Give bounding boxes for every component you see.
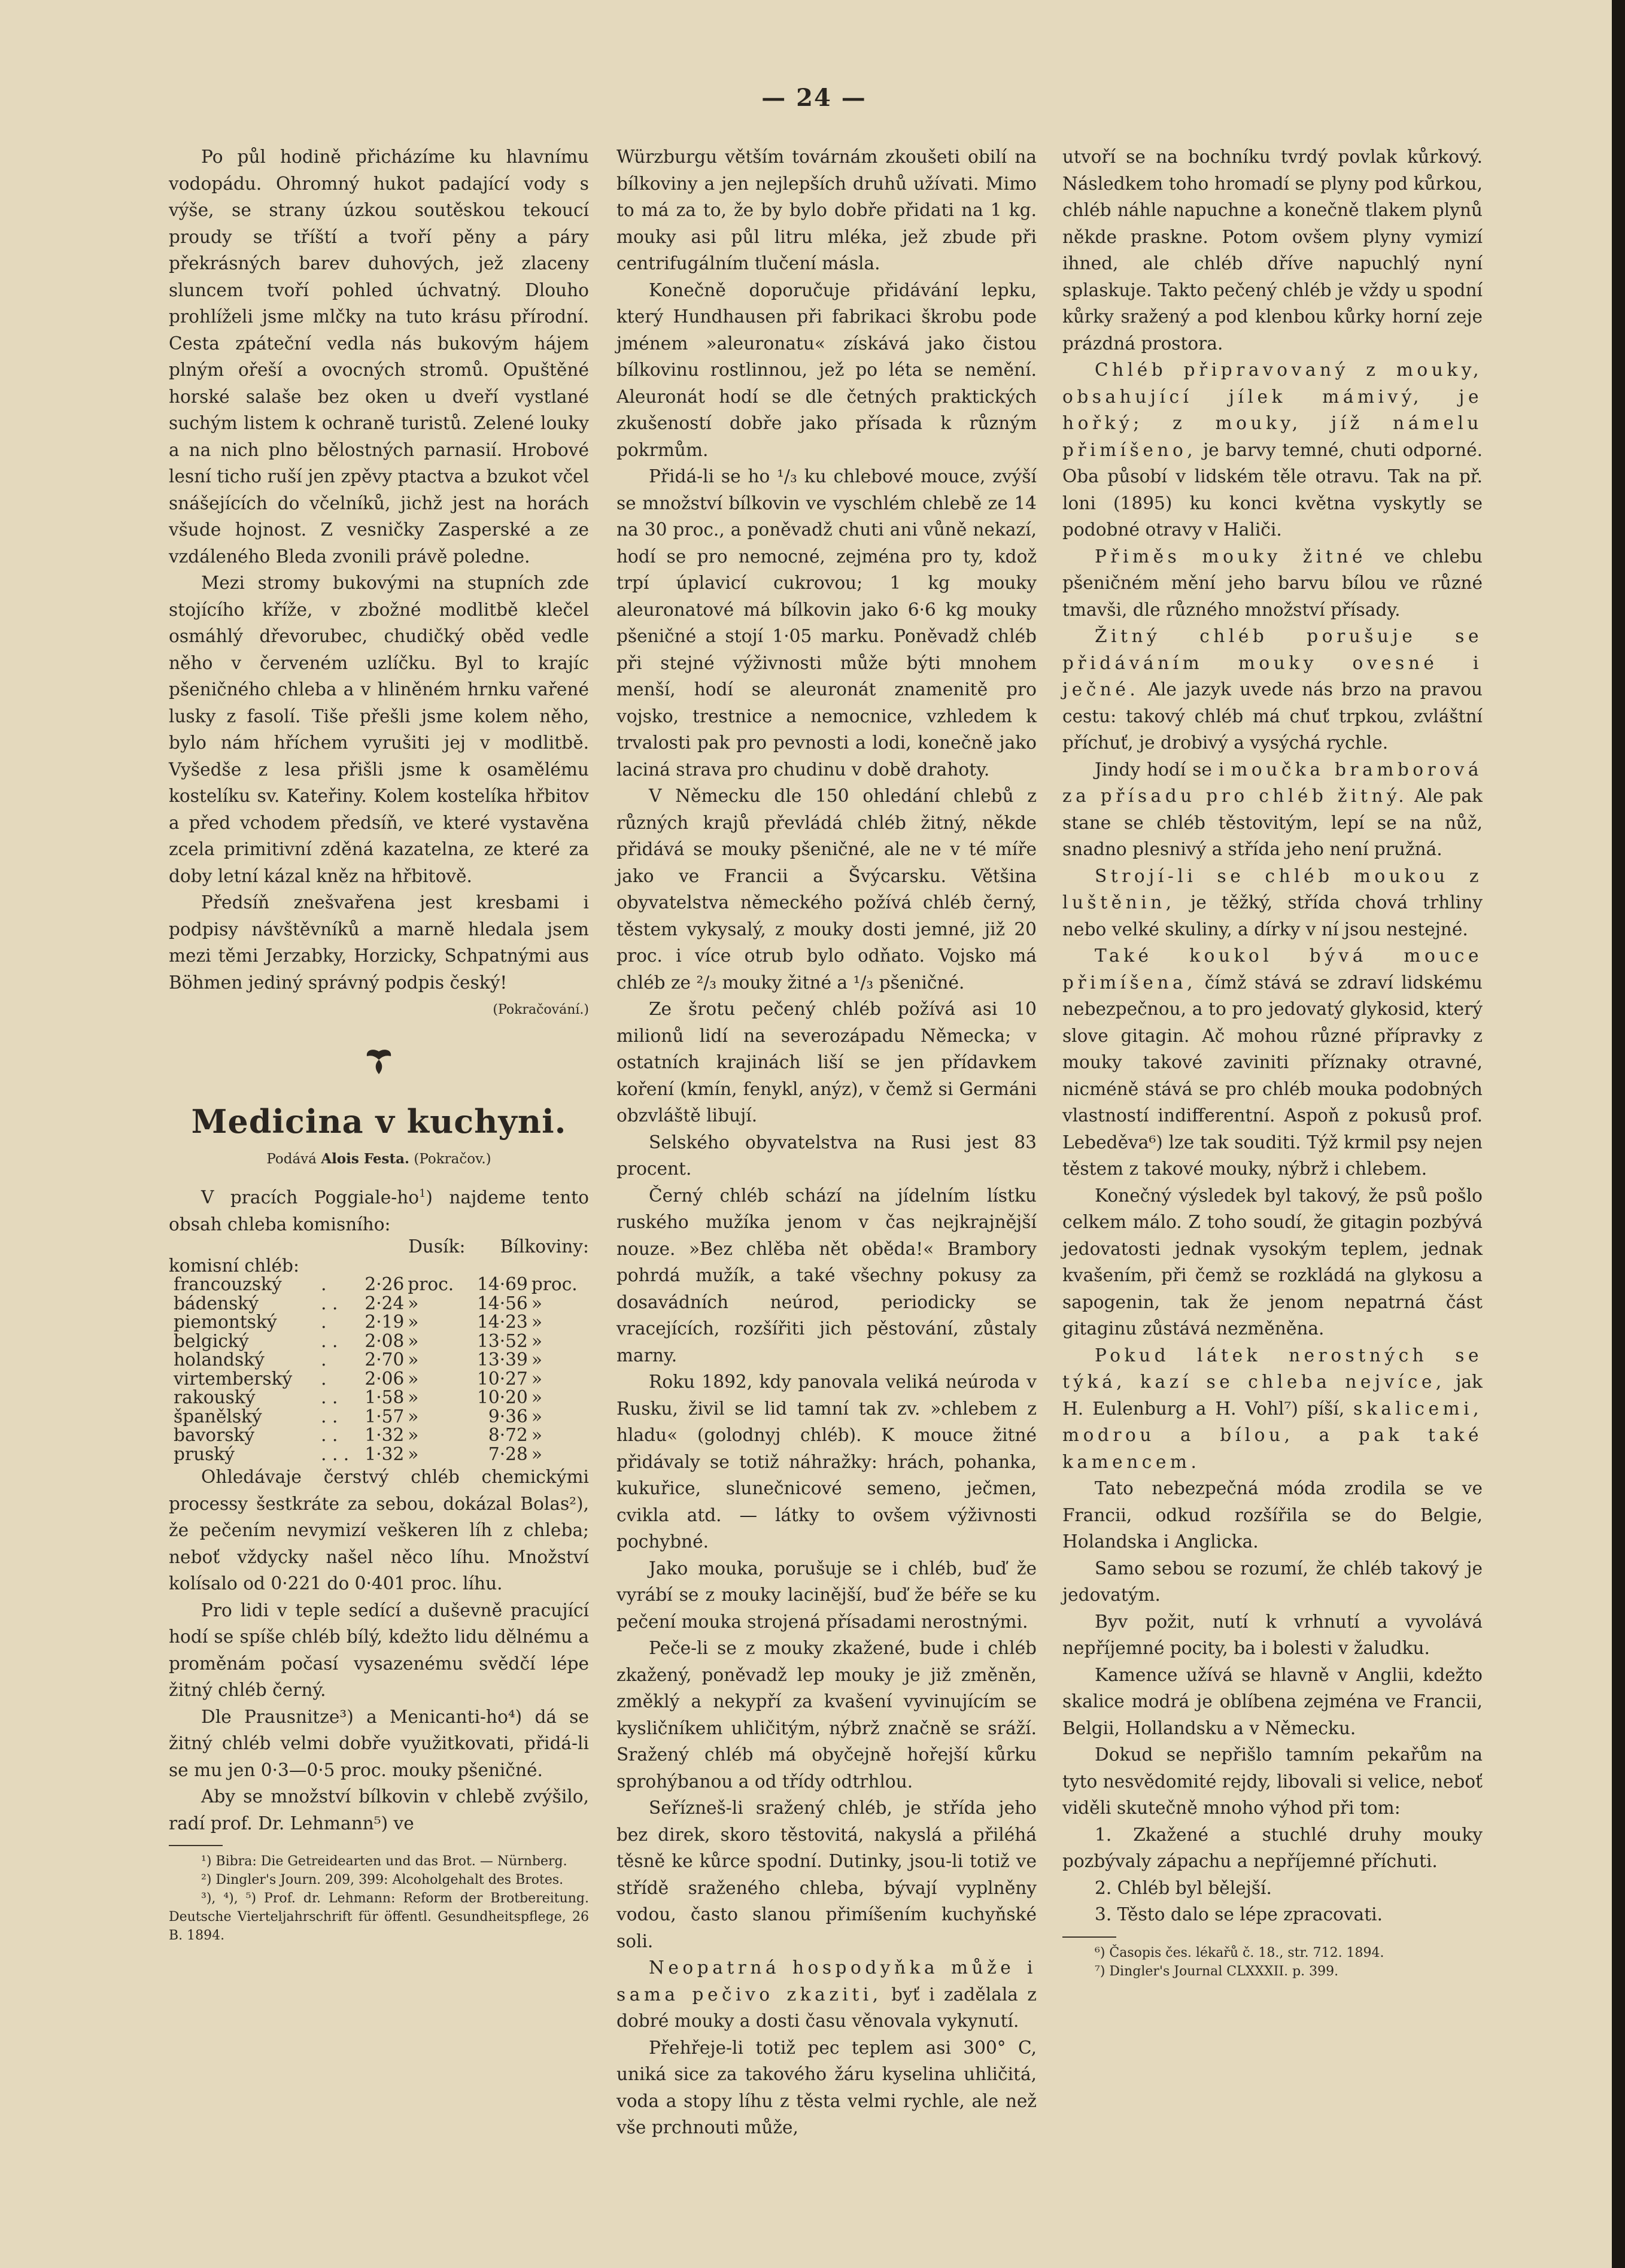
paragraph [1062,756,1483,863]
cell-dusik: 2·70 [365,1349,405,1370]
table-label-row [169,1257,589,1276]
cell-dots: . . [321,1330,338,1351]
paragraph: Dokud se nepřišlo tamním pekařům na tyto nesvědomité rejdy, libovali si velice, neboť viděli skutečně mnoho výhod při tom: [1062,1744,1483,1818]
cell-bilkoviny: 14·23 [477,1312,528,1332]
cell-dots: . . [321,1406,338,1427]
paragraph: Dle Prausnitze³) a Menicanti-ho⁴) dá se žitný chléb velmi dobře využitkovati, přidá-li se mu jen 0·3—0·5 proc. mouky pšeničné. [169,1706,589,1780]
cell-bilkoviny: 14·56 [477,1293,528,1314]
spaced-text: Pokud látek nerostných se týká, kazí se chleba nejvíce, [1062,1345,1483,1392]
spaced-text: skalicemi, modrou a bílou, a pak také kamencem. [1062,1398,1483,1472]
byline-prefix: Podává [266,1151,317,1167]
paragraph: Pro lidi v teple sedící a duševně pracující hodí se spíše chléb bílý, kdežto lidu dělnému a proměnám počasí vysazenému svědčí lépe žitný chléb černý. [169,1600,589,1700]
table-row [169,1294,589,1314]
paragraph [1062,1342,1483,1476]
cell-unit: » [408,1368,419,1389]
cell-unit: » [408,1312,419,1332]
cell-bilkoviny: 10·20 [477,1387,528,1407]
cell-dusik: 2·06 [365,1368,405,1389]
cell-name: bádenský [174,1293,259,1314]
cell-unit: » [531,1312,542,1332]
text: Ale pak stane se chléb těstovitým, lepí se na nůž, snadno plesnivý a střída jeho není pružná. [1062,786,1483,859]
spaced-text: Žitný chléb porušuje se přidáváním mouky ovesné i ječné. [1062,626,1483,700]
table-row [169,1313,589,1332]
spaced-text: Strojí-li se chléb moukou z luštěnin, [1062,865,1483,913]
page-edge-shadow [1612,0,1625,2268]
cell-unit: » [531,1387,542,1407]
cell-name: bavorský [174,1425,255,1445]
table-row [169,1445,589,1464]
footnote-ref: 1 [419,1188,426,1200]
cell-name: holandský [174,1349,265,1370]
paragraph: Přehřeje-li totiž pec teplem asi 300° C, uniká sice za takového žáru kyselina uhličitá, voda a stopy líhu z těsta velmi rychle, ale než vše prchnouti může, [616,2037,1037,2138]
cell-bilkoviny: 7·28 [488,1443,528,1464]
table-row [169,1388,589,1407]
cell-dusik: 2·19 [365,1312,405,1332]
footnote: ²) Dingler's Journ. 209, 399: Alcoholgehalt des Brotes. [201,1872,564,1887]
paragraph: Konečně doporučuje přidávání lepku, který Hundhausen při fabrikaci škrobu pode jménem »aleuronatu« získává jako čistou bílkovinu rostlinnou, jež po léta se nemění. Aleuronát hodí se dle četných praktických zkušeností dobře jako přísada k různým pokrmům. [616,279,1037,460]
table-row [169,1275,589,1294]
table-row [169,1407,589,1427]
cell-unit: » [531,1368,542,1389]
table-header-row [169,1238,589,1257]
paragraph: Würzburgu větším továrnám zkoušeti obilí na bílkoviny a jen nejlepších druhů užívati. Mimo to má za to, že by bylo dobře přidati na 1 kg. mouky asi půl litru mléka, jež zbude při centrifugálním tlučení másla. [616,147,1037,273]
cell-unit: » [531,1293,542,1314]
cell-unit: proc. [531,1274,578,1294]
paragraph: Selského obyvatelstva na Rusi jest 83 procent. [616,1132,1037,1179]
paragraph: Přidá-li se ho ¹/₃ ku chlebové mouce, zvýší se množství bílkovin ve vyschlém chlebě ze 14 na 30 proc., a poněvadž chuti ani vůně nekazí, hodí se pro nemocné, zejména pro ty, kdož trpí úplavicí cukrovou; 1 kg mouky aleuronatové má bílkovin jako 6·6 kg mouky pšeničné a stojí 1·05 marku. Poněvadž chléb při stejné výživnosti může býti mnohem menší, hodí se aleuronát znamenitě pro vojsko, trestnice a nemocnice, vzhledem k trvalosti pak pro pevnosti a lodi, konečně jako laciná strava pro chudinu v době drahoty. [616,466,1037,780]
paragraph [1062,943,1483,1182]
cell-unit: » [531,1406,542,1427]
cell-name: španělský [174,1406,262,1427]
paragraph: Ze šrotu pečený chléb požívá asi 10 milionů lidí na severozápadu Německa; v ostatních krajinách liší se jen přídavkem koření (kmín, fenykl, anýz), v čemž si Germáni obzvláště libují. [616,999,1037,1126]
cell-unit: » [531,1349,542,1370]
bread-composition-table [169,1238,589,1464]
cell-bilkoviny: 13·39 [477,1349,528,1370]
cell-dots: . . . [321,1443,350,1464]
cell-unit: » [408,1425,419,1445]
cell-name: piemontský [174,1312,277,1332]
cell-dusik: 2·08 [365,1330,405,1351]
footnote: ⁶) Časopis čes. lékařů č. 18., str. 712. 1894. [1095,1945,1384,1960]
paragraph [616,1954,1037,2035]
cell-dots: . [321,1368,327,1389]
spaced-text: Také koukol bývá mouce přimíšena, [1062,945,1483,993]
paragraph: Předsíň znešvařena jest kresbami i podpisy návštěvníků a marně hledala jsem mezi těmi Jerzabky, Horzicky, Schpatnými aus Böhmen jediný správný podpis český! [169,892,589,993]
cell-dots: . . [321,1425,338,1445]
paragraph: Roku 1892, kdy panovala veliká neúroda v Rusku, živil se lid tamní tak zv. »chlebem z hladu« (golodnyj chléb). K mouce žitné přidávaly se totiž náhražky: hrách, pohanka, kukuřice, slunečnicové semeno, ječmen, cvikla atd. — látky to ovšem výživnosti pochybné. [616,1372,1037,1552]
cell-unit: » [408,1443,419,1464]
cell-dots: . [321,1312,327,1332]
paragraph [169,1184,589,1238]
cell-unit: » [408,1406,419,1427]
text: byť i zadělala z dobré mouky a dosti času věnovala vykynutí. [616,1984,1037,2031]
text: ) najdeme tento obsah chleba komisního: [169,1187,589,1235]
cell-bilkoviny: 8·72 [488,1425,528,1445]
cell-dots: . [321,1274,327,1294]
header-dusik: Dusík: [408,1236,466,1257]
table-row [169,1332,589,1351]
cell-unit: » [408,1387,419,1407]
paragraph: Aby se množství bílkovin v chlebě zvýšilo, radí prof. Dr. Lehmann⁵) ve [169,1786,589,1834]
cell-bilkoviny: 9·36 [488,1406,528,1427]
byline-suffix: (Pokračov.) [414,1151,491,1167]
footnote-divider [169,1845,223,1846]
footnote-divider [1062,1936,1116,1938]
continuation-note: (Pokračování.) [493,1002,589,1017]
spaced-text: Neopatrná hospodyňka může i sama pečivo zkaziti, [616,1957,1037,2005]
table-row [169,1351,589,1370]
list-item: 3. Těsto dalo se lépe zpracovati. [1095,1904,1383,1925]
table-label: komisní chléb: [169,1255,299,1276]
cell-dusik: 1·32 [365,1425,405,1445]
paragraph: Samo sebou se rozumí, že chléb takový je jedovatým. [1062,1558,1483,1605]
paragraph: Kamence užívá se hlavně v Anglii, kdežto skalice modrá je oblíbena zejména ve Francii, Belgii, Hollandsku a v Německu. [1062,1664,1483,1738]
list-item: 2. Chléb byl bělejší. [1095,1877,1272,1898]
footnote: ¹) Bibra: Die Getreidearten und das Brot. — Nürnberg. [201,1854,567,1869]
cell-dusik: 1·57 [365,1406,405,1427]
cell-bilkoviny: 14·69 [477,1274,528,1294]
cell-unit: » [408,1293,419,1314]
table-row [169,1426,589,1445]
paragraph [1062,863,1483,943]
cell-dots: . [321,1349,327,1370]
cell-unit: » [531,1330,542,1351]
column-3 [1062,144,1483,1981]
text: je těžký, střída chová trhliny nebo velké skuliny, a dírky v ní jsou nestejné. [1062,892,1483,940]
text: je barvy temné, chuti odporné. Oba působí v lidském těle otravu. Tak na př. loni (1895) ku konci května vyskytly se podobné otravy v Haliči. [1062,439,1483,540]
cell-unit: proc. [408,1274,454,1294]
paragraph: utvoří se na bochníku tvrdý povlak kůrkový. Následkem toho hromadí se plyny pod kůrkou, chléb náhle napuchne a konečně tlakem plynů někde praskne. Potom ovšem plyny vymizí ihned, ale chléb dříve napuchlý nyní splaskuje. Takto pečený chléb je vždy u spodní kůrky sražený a pod klenbou kůrky horní zeje prázdná prostora. [1062,147,1483,354]
cell-unit: » [408,1330,419,1351]
paragraph: V Německu dle 150 ohledání chlebů z různých krajů převládá chléb žitný, někde přidává se mouky pšeničné, ale ne v té míře jako ve Francii a Švýcarsku. Většina obyvatelstva německého požívá chléb černý, těstem vykysalý, z mouky dosti jemné, již 20 proc. i více otrub bylo odňato. Vojsko má chléb ze ²/₃ mouky žitné a ¹/₃ pšeničné. [616,786,1037,993]
cell-name: francouzský [174,1274,282,1294]
paragraph: Tato nebezpečná móda zrodila se ve Francii, odkud rozšířila se do Belgie, Holandska i Anglicka. [1062,1478,1483,1552]
text: Ale jazyk uvede nás brzo na pravou cestu: takový chléb má chuť trpkou, zvláštní příchuť, je drobivý a vysýchá rychle. [1062,679,1483,753]
spaced-text: Chléb připravovaný z mouky, obsahující jílek mámivý, je hořký; z mouky, jíž námelu přimíšeno, [1062,360,1483,460]
footnote: ⁷) Dingler's Journal CLXXXII. p. 399. [1095,1963,1339,1979]
text: Jindy hodí se i [1095,759,1225,780]
cell-unit: » [531,1443,542,1464]
paragraph: Peče-li se z mouky zkažené, bude i chléb zkažený, poněvadž lep mouky je již změněn, změklý a nekypří za kvašení vyvinujícím se kysličníkem uhličitým, nýbrž značně se sráží. Sražený chléb má obyčejně hořejší kůrku sprohýbanou a od třídy odtrhlou. [616,1638,1037,1792]
byline [169,1146,589,1173]
cell-dusik: 1·58 [365,1387,405,1407]
ornament-icon [361,1048,397,1078]
cell-bilkoviny: 13·52 [477,1330,528,1351]
paragraph: Byv požit, nutí k vrhnutí a vyvolává nepříjemné pocity, ba i bolesti v žaludku. [1062,1611,1483,1658]
text: čímž stává se zdraví lidskému nebezpečnou, a to pro jedovatý glykosid, který slove gitagin. Ač mohou různé přípravky z mouky takové zaviniti příznaky otravné, nicméně stává se pro chléb mouka podobných vlastností indifferentní. Aspoň z pokusů prof. Lebeděva⁶) lze tak souditi. Týž krmil psy nejen těstem z takové mouky, nýbrž i chlebem. [1062,972,1483,1179]
cell-dots: . . [321,1293,338,1314]
cell-dots: . . [321,1387,338,1407]
cell-name: rakouský [174,1387,256,1407]
list-item: 1. Zkažené a stuchlé druhy mouky pozbývaly zápachu a nepříjemné příchuti. [1062,1824,1483,1871]
cell-name: belgický [174,1330,249,1351]
cell-dusik: 2·26 [365,1274,405,1294]
cell-unit: » [531,1425,542,1445]
paragraph [1062,623,1483,756]
spaced-text: moučka bramborová za přísadu pro chléb žitný. [1062,759,1483,806]
cell-dusik: 2·24 [365,1293,405,1314]
cell-bilkoviny: 10·27 [477,1368,528,1389]
paragraph: Jako mouka, porušuje se i chléb, buď že vyrábí se z mouky lacinější, buď že béře se ku pečení mouka strojená přísadami nerostnými. [616,1558,1037,1632]
cell-dusik: 1·32 [365,1443,405,1464]
paragraph: Konečný výsledek byl takový, že psů pošlo celkem málo. Z toho soudí, že gitagin pozbývá jedovatosti jednak vysokým teplem, jednak kvašením, při čemž se rozkládá na glykosu a sapogenin, tak že jenom nepatrná část gitaginu zůstává nezměněna. [1062,1185,1483,1339]
cell-name: virtemberský [174,1368,293,1389]
paragraph [1062,357,1483,543]
paragraph [1062,543,1483,624]
page-number: — 24 — [761,84,867,112]
article-title: Medicina v kuchyni. [191,1102,567,1141]
text: V pracích Poggiale-ho [201,1187,420,1208]
text: ve chlebu pšeničném mění jeho barvu bílou ve různé tmavši, dle různého množství přísady. [1062,546,1483,620]
spaced-text: Přiměs mouky žitné [1095,546,1366,567]
paragraph: Mezi stromy bukovými na stupních zde stojícího kříže, v zbožné modlitbě klečel osmáhlý dřevorubec, chudičký oběd vedle něho v červeném uzlíčku. Byl to krajíc pšeničného chleba a v hliněném hrnku vařené lusky z fasolí. Tiše přešli jsme kolem něho, bylo nám hříchem vyrušiti jej v modlitbě. Vyšedše z lesa přišli jsme k osamělému kostelíku sv. Kateřiny. Kolem kostelíka hřbitov a před vchodem předsíň, ve které vystavěna zcela primitivní zděná kazatelna, ze které za doby letní kázal kněz na hřbitově. [169,573,589,886]
table-row [169,1370,589,1389]
header-bilkoviny: Bílkoviny: [500,1236,589,1257]
byline-author: Alois Festa. [321,1150,410,1167]
footnote: ³), ⁴), ⁵) Prof. dr. Lehmann: Reform der Brotbereitung. Deutsche Vierteljahrschrift für öffentl. Gesundheitspflege, 26 B. 1894. [169,1891,589,1943]
paragraph: Seřízneš-li sražený chléb, je střída jeho bez direk, skoro těstovitá, nakyslá a přiléhá těsně ke kůrce spodní. Dutinky, jsou-li totiž ve střídě sraženého chleba, bývají vyplněny vodou, často slanou přimíšením kuchyňské soli. [616,1798,1037,1951]
cell-name: pruský [174,1443,235,1464]
paragraph: Ohledávaje čerstvý chléb chemickými processy šestkráte za sebou, dokázal Bolas²), že pečením nevymizí veškeren líh z chleba; neboť vždycky našel něco líhu. Množství kolísalo od 0·221 do 0·401 proc. líhu. [169,1467,589,1594]
column-2 [616,144,1037,2141]
paragraph: Černý chléb schází na jídelním lístku ruského mužíka jenom v čas nejkrajnější nouze. »Bez chlěba nět oběda!« Brambory pohrdá mužík, a také všechny pokusy za dosavádních neúrod, periodicky se vracejících, rozšířiti jich pěstování, zůstaly marny. [616,1185,1037,1366]
paragraph: Po půl hodině přicházíme ku hlavnímu vodopádu. Ohromný hukot padající vody s výše, se strany úzkou soutěskou tekoucí proudy se tříští a tvoří pěny a páry překrásných barev duhových, jež zlaceny sluncem tvoří pohled úchvatný. Dlouho prohlíželi jsme mlčky na tuto krásu přírodní. Cesta zpáteční vedla nás bukovým hájem plným ořeší a ovocných stromů. Opuštěné horské salaše bez oken u dveří vystlané suchým listem k ochraně turistů. Zelené louky a na nich plno bělostných parnasií. Hrobové lesní ticho ruší jen zpěvy ptactva a bzukot včel snášejících do včelníků, jichž jest na horách všude hojnost. Z vesničky Zasperské a ze vzdáleného Bleda zvonili právě poledne. [169,147,589,567]
text: jak H. Eulenburg a H. Vohl⁷) píší, [1062,1372,1483,1419]
column-1 [169,144,589,1945]
cell-unit: » [408,1349,419,1370]
